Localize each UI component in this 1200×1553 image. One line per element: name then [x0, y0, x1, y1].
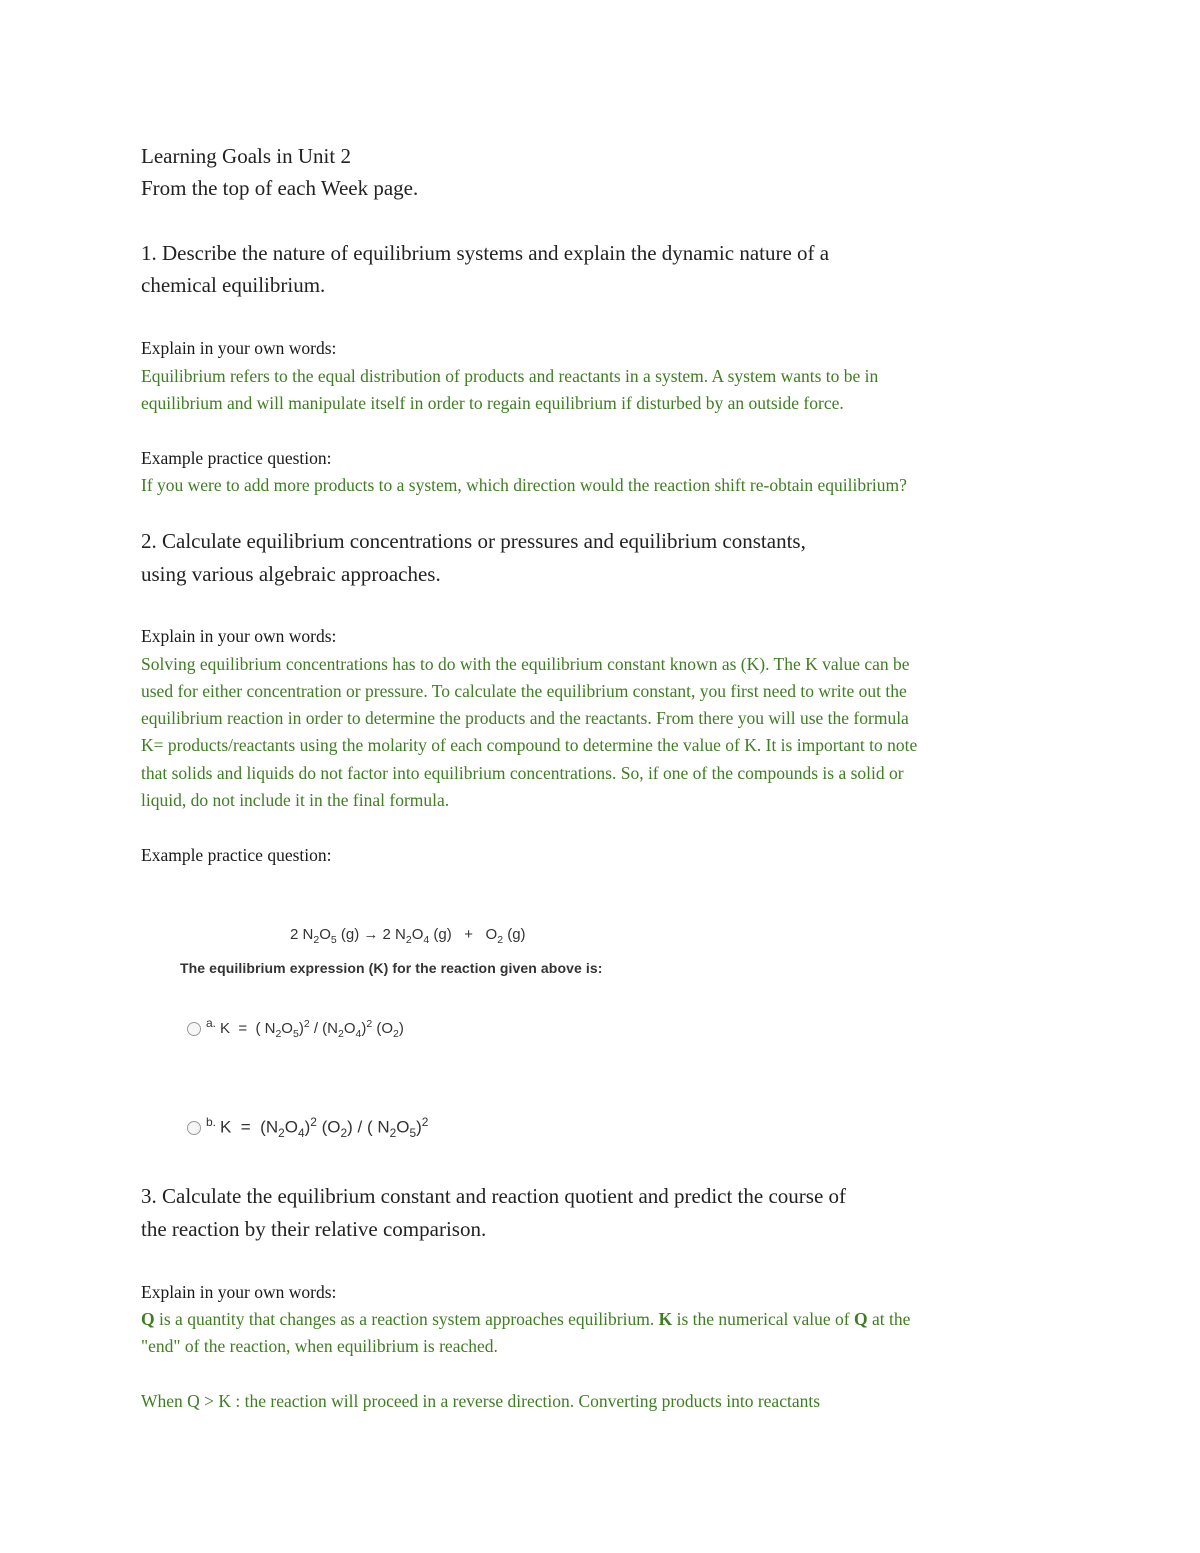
goal-1-heading-line-1: 1. Describe the nature of equilibrium systems and explain the dynamic nature of a [141, 241, 830, 265]
goal-2-explain-text-line: liquid, do not include it in the final formula. [141, 790, 450, 810]
goal-2-explain-text-line: K= products/reactants using the molarity of each compound to determine the value of K. It is important to note [141, 735, 918, 755]
option-b-expression: $K = (N_2O_4)^2$ $(O_2)$ / ( $N_2O_5)^2$ [220, 1115, 429, 1141]
explain-fragment: is a quantity that changes as a reaction system approaches equilibrium. [154, 1309, 659, 1329]
goal-1-explain-label: Explain in your own words: [141, 338, 337, 358]
goal-3-explain-label: Explain in your own words: [141, 1282, 337, 1302]
goal-1-example-question: If you were to add more products to a system, which direction would the reaction shift re-obtain equilibrium? [141, 475, 907, 495]
goal-1-example-label: Example practice question: [141, 448, 332, 468]
explain-fragment: at the [867, 1309, 911, 1329]
q-symbol: Q [853, 1309, 868, 1329]
radio-button-icon[interactable] [187, 1121, 201, 1135]
question-prompt: The equilibrium expression (K) for the reaction given above is: [180, 960, 603, 976]
goal-2-explain-label: Explain in your own words: [141, 626, 337, 646]
answer-option-a[interactable] [187, 1018, 404, 1040]
option-letter: a. [206, 1016, 217, 1030]
reaction-equation: 2 $N_2O_5$ (g) → 2 $N_2O_4$ $(g) + O_2$ (g) [290, 926, 526, 946]
goal-3-explain-text-line-2: "end" of the reaction, when equilibrium is reached. [141, 1336, 498, 1356]
goal-2-explain-text-line: that solids and liquids do not factor into equilibrium concentrations. So, if one of the compounds is a solid or [141, 763, 904, 783]
goal-2-explain-text-line: Solving equilibrium concentrations has to do with the equilibrium constant known as (K). The K value can be [141, 654, 910, 674]
goal-3-explain-text-line-1 [141, 1309, 910, 1330]
goal-2-heading-line-1: 2. Calculate equilibrium concentrations or pressures and equilibrium constants, [141, 529, 806, 553]
goal-1-explain-text-line: equilibrium and will manipulate itself in order to regain equilibrium if disturbed by an outside force. [141, 393, 844, 413]
goal-2-explain-text-line: equilibrium reaction in order to determine the products and the reactants. From there you will use the formula [141, 708, 909, 728]
goal-3-rule-text: When Q > K : the reaction will proceed in a reverse direction. Converting products into reactants [141, 1391, 821, 1411]
radio-button-icon[interactable] [187, 1022, 201, 1036]
goal-2-explain-text-line: used for either concentration or pressure. To calculate the equilibrium constant, you first need to write out the [141, 681, 907, 701]
answer-option-b[interactable] [187, 1115, 428, 1140]
option-a-expression: K = ( $N_2O_5)^2 / (N_2O_4)^2$ $(O_2)$ [220, 1018, 404, 1040]
explain-fragment: is the numerical value of [672, 1309, 854, 1329]
document-subtitle: From the top of each Week page. [141, 176, 419, 200]
goal-3-heading-line-2: the reaction by their relative comparison. [141, 1217, 487, 1241]
option-letter: b. [206, 1114, 217, 1129]
q-symbol: Q [141, 1309, 155, 1329]
goal-3-heading-line-1: 3. Calculate the equilibrium constant and reaction quotient and predict the course of [141, 1184, 847, 1208]
goal-2-example-label: Example practice question: [141, 845, 332, 865]
document-title: Learning Goals in Unit 2 [141, 144, 351, 168]
goal-1-explain-text-line: Equilibrium refers to the equal distribution of products and reactants in a system. A system wants to be in [141, 366, 879, 386]
goal-2-heading-line-2: using various algebraic approaches. [141, 562, 441, 586]
goal-1-heading-line-2: chemical equilibrium. [141, 273, 326, 297]
k-symbol: K [658, 1309, 673, 1329]
